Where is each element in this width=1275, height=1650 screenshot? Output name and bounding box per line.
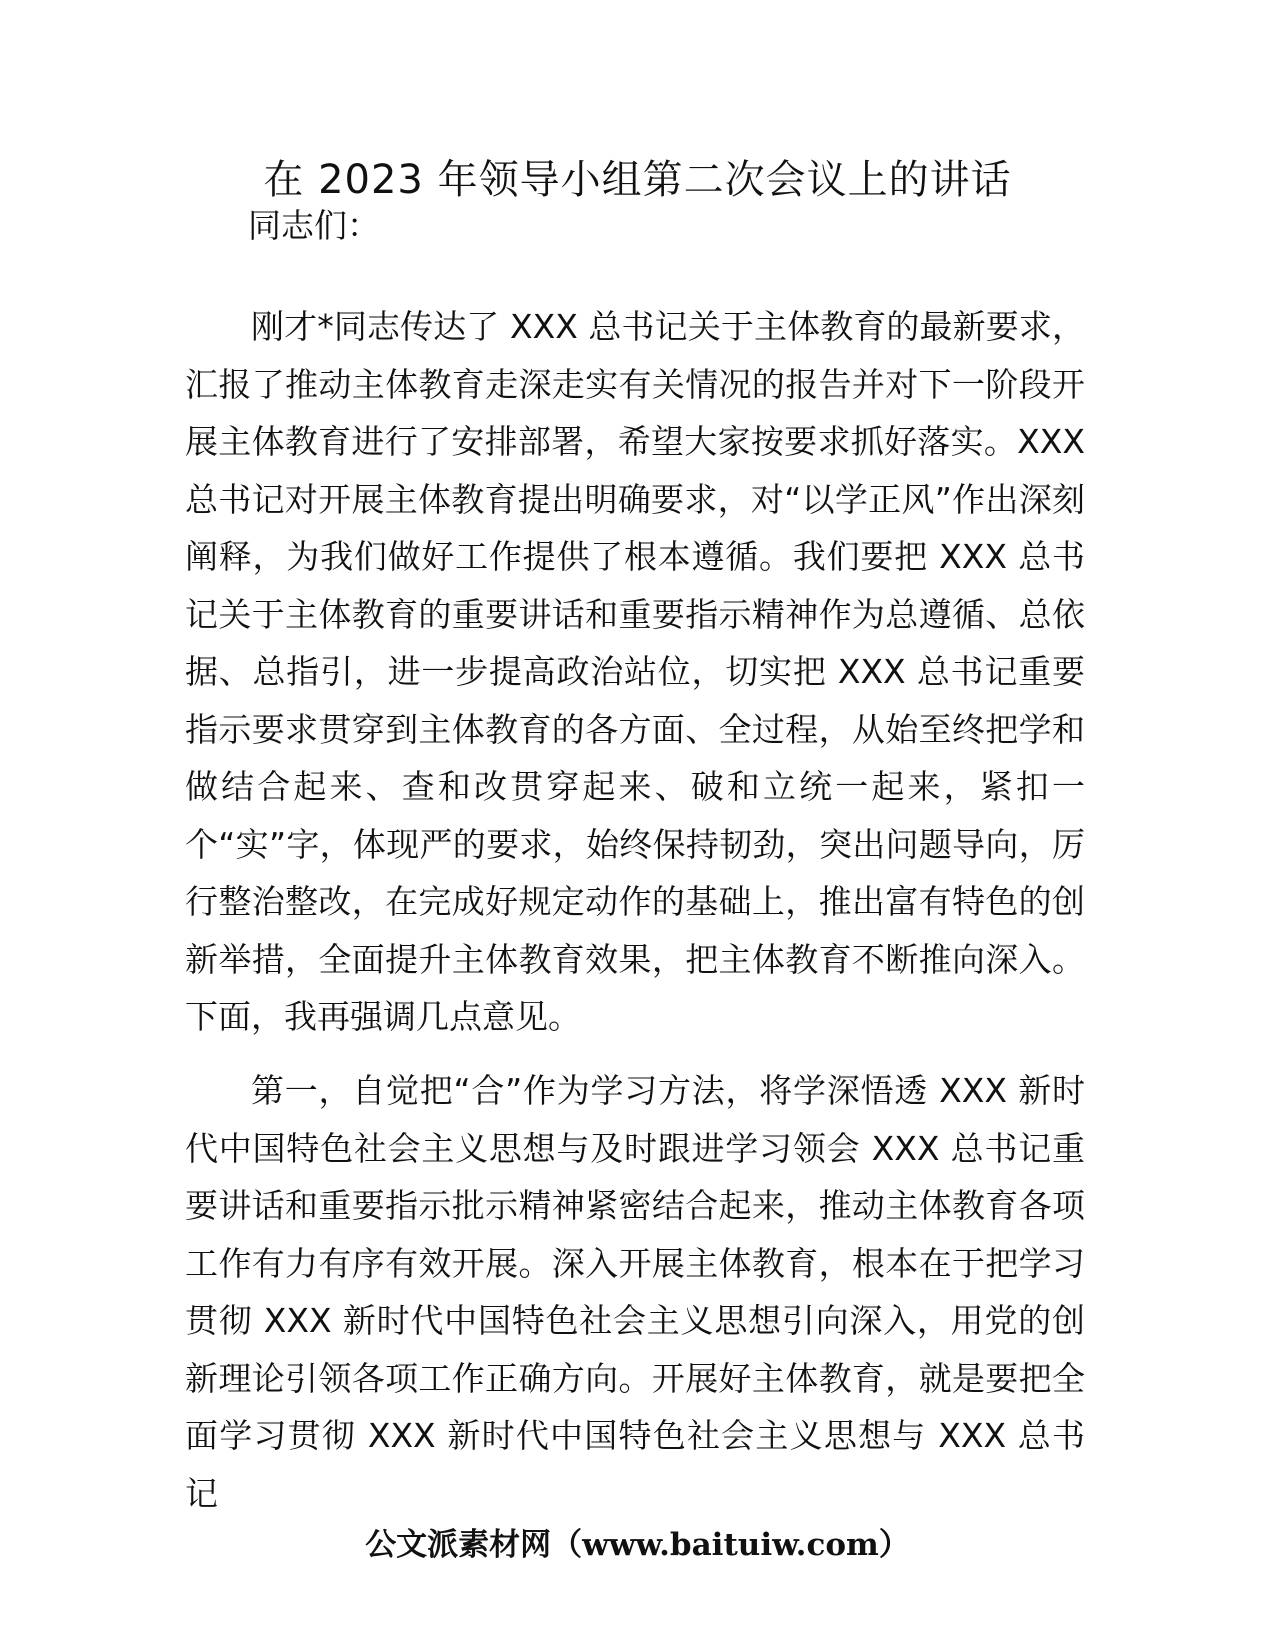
salutation: 同志们： [248, 206, 380, 245]
footer-watermark: 公文派素材网（www.baituiw.com） [365, 1527, 910, 1563]
body-paragraph-1: 刚才*同志传达了 XXX 总书记关于主体教育的最新要求，汇报了推动主体教育走深走实有关情况的报告并对下一阶段开展主体教育进行了安排部署，希望大家按要求抓好落实。XXX 总书记对开展主体教育提出明确要求，对“以学正风”作出深刻阐释，为我们做好工作提供了根本遵循。我们要把 XXX 总书记关于主体教育的重要讲话和重要指示精神作为总遵循、总依据、总指引，进一步提高政治站位，切实把 XXX 总书记重要指示要求贯穿到主体教育的各方面、全过程，从始至终把学和做结合起来、查和改贯穿起来、破和立统一起来，紧扣一个“实”字，体现严的要求，始终保持韧劲，突出问题导向，厉行整治整改，在完成好规定动作的基础上，推出富有特色的创新举措，全面提升主体教育效果，把主体教育不断推向深入。下面，我再强调几点意见。 [185, 307, 1085, 1036]
document-title: 在 2023 年领导小组第二次会议上的讲话 [263, 157, 1012, 203]
body-paragraph-2: 第一，自觉把“合”作为学习方法，将学深悟透 XXX 新时代中国特色社会主义思想与及时跟进学习领会 XXX 总书记重要讲话和重要指示批示精神紧密结合起来，推动主体教育各项工作有力有序有效开展。深入开展主体教育，根本在于把学习贯彻 XXX 新时代中国特色社会主义思想引向深入，用党的创新理论引领各项工作正确方向。开展好主体教育，就是要把全面学习贯彻 XXX 新时代中国特色社会主义思想与 XXX 总书记 [185, 1071, 1085, 1513]
